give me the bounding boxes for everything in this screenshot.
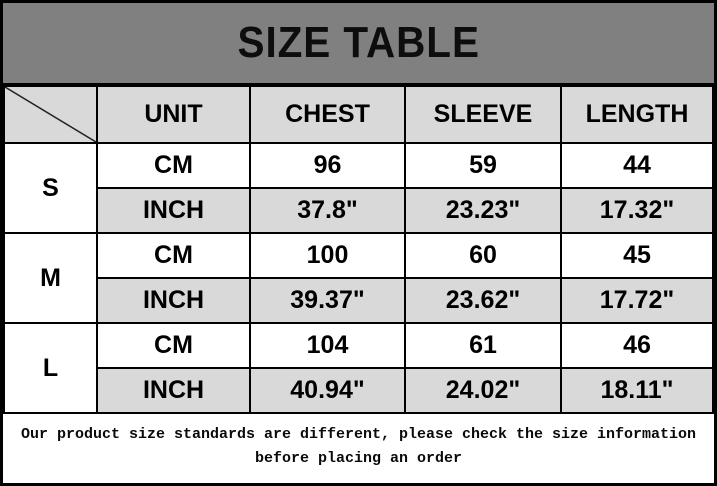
diagonal-line-icon (5, 87, 96, 142)
value-cell: 37.8" (250, 188, 405, 233)
diagonal-corner-cell (4, 86, 97, 143)
column-header-length: LENGTH (561, 86, 713, 143)
size-label-s: S (4, 143, 97, 233)
column-header-unit: UNIT (97, 86, 250, 143)
value-cell: 96 (250, 143, 405, 188)
table-row-s-inch (4, 188, 713, 233)
value-cell: 61 (405, 323, 561, 368)
table-row-l-cm (4, 323, 713, 368)
unit-cell: INCH (97, 368, 250, 413)
column-header-chest: CHEST (250, 86, 405, 143)
value-cell: 17.32" (561, 188, 713, 233)
page-title: SIZE TABLE (237, 18, 480, 67)
footer-note-text: Our product size standards are different, please check the size information before placing an order (20, 426, 697, 467)
size-label-m: M (4, 233, 97, 323)
value-cell: 104 (250, 323, 405, 368)
column-header-sleeve: SLEEVE (405, 86, 561, 143)
unit-cell: INCH (97, 188, 250, 233)
value-cell: 18.11" (561, 368, 713, 413)
unit-cell: CM (97, 233, 250, 278)
value-cell: 17.72" (561, 278, 713, 323)
unit-cell: CM (97, 143, 250, 188)
unit-cell: INCH (97, 278, 250, 323)
table-row-s-cm (4, 143, 713, 188)
size-label-l: L (4, 323, 97, 413)
table-row-m-cm (4, 233, 713, 278)
value-cell: 23.62" (405, 278, 561, 323)
value-cell: 59 (405, 143, 561, 188)
table-row-l-inch (4, 368, 713, 413)
value-cell: 40.94" (250, 368, 405, 413)
value-cell: 45 (561, 233, 713, 278)
value-cell: 23.23" (405, 188, 561, 233)
size-table (3, 85, 714, 414)
table-row-m-inch (4, 278, 713, 323)
value-cell: 60 (405, 233, 561, 278)
title-bar (3, 3, 714, 85)
value-cell: 44 (561, 143, 713, 188)
unit-cell: CM (97, 323, 250, 368)
value-cell: 100 (250, 233, 405, 278)
value-cell: 46 (561, 323, 713, 368)
footer-note (3, 414, 714, 483)
header-row (4, 86, 713, 143)
value-cell: 24.02" (405, 368, 561, 413)
value-cell: 39.37" (250, 278, 405, 323)
